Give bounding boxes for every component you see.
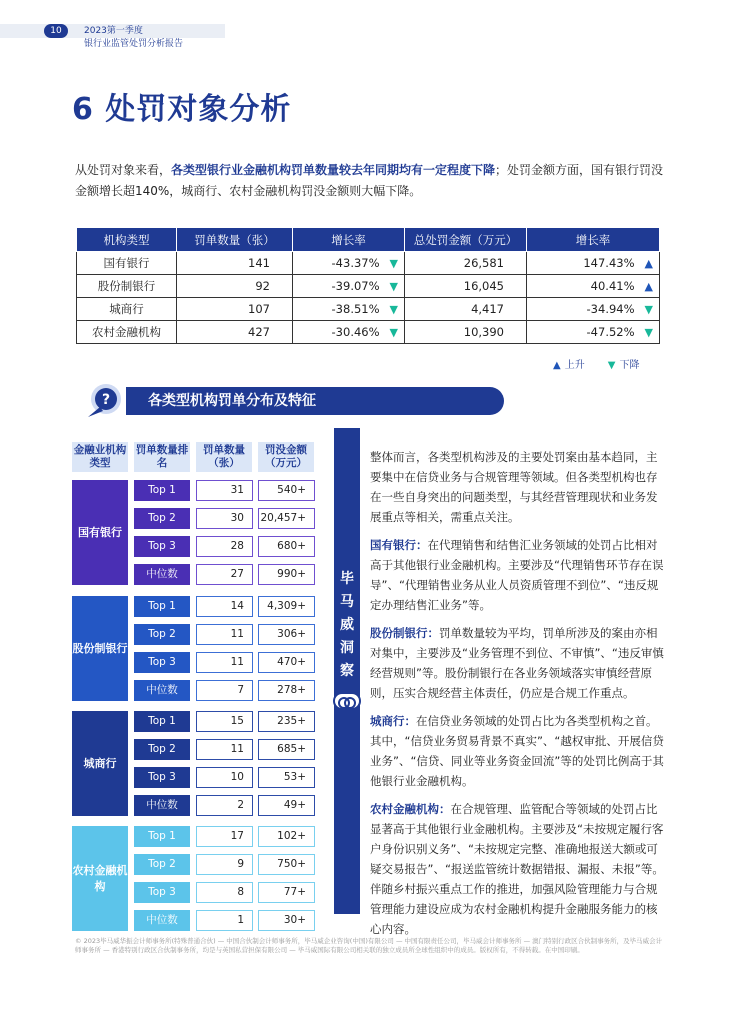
cell-amount: 10,390 (405, 321, 527, 344)
amount-cell: 990+ (258, 564, 315, 585)
count-cell: 11 (196, 624, 253, 645)
rank-cell: Top 1 (134, 826, 190, 847)
rank-cell: Top 3 (134, 767, 190, 788)
insight-key: 城商行： (370, 714, 416, 728)
count-rate-value: -38.51% (331, 302, 380, 316)
down-arrow-icon: ▼ (644, 326, 653, 339)
intro-text-2: ；处罚金额方面，国有银行罚没金额增长超140%，城商行、农村金融机构罚没金额则大幅下降。 (75, 163, 664, 198)
group-label: 农村金融机构 (72, 826, 128, 931)
down-arrow-icon: ▼ (607, 360, 616, 371)
cell-type: 城商行 (77, 298, 177, 321)
cell-amount-rate (527, 298, 660, 321)
insight-item (370, 799, 668, 939)
trend-legend (553, 356, 643, 371)
amount-cell: 53+ (258, 767, 315, 788)
count-cell: 9 (196, 854, 253, 875)
rank-cell: 中位数 (134, 910, 190, 931)
page-number: 10 (44, 24, 68, 38)
count-rate-value: -43.37% (331, 256, 380, 270)
group-label: 城商行 (72, 711, 128, 816)
amount-rate-value: 40.41% (590, 279, 635, 293)
cell-count-rate (293, 298, 405, 321)
rank-cell: Top 2 (134, 854, 190, 875)
cell-count-rate (293, 275, 405, 298)
glasses-icon (333, 692, 361, 710)
down-arrow-icon: ▼ (389, 303, 398, 316)
insights-panel (370, 447, 668, 947)
count-cell: 30 (196, 508, 253, 529)
insight-label-char: 毕 (340, 571, 354, 587)
cell-count: 92 (177, 275, 293, 298)
group-label: 国有银行 (72, 480, 128, 585)
amount-cell: 77+ (258, 882, 315, 903)
header-type: 机构类型 (77, 228, 177, 252)
count-cell: 27 (196, 564, 253, 585)
count-rate-value: -30.46% (331, 325, 380, 339)
cell-amount-rate (527, 275, 660, 298)
intro-emphasis: 各类型银行业金融机构罚单数量较去年同期均有一定程度下降 (171, 163, 496, 177)
amount-rate-value: -34.94% (586, 302, 635, 316)
summary-table (76, 227, 660, 344)
rank-cell: Top 1 (134, 711, 190, 732)
count-cell: 17 (196, 826, 253, 847)
count-cell: 31 (196, 480, 253, 501)
legend-down: 下降 (619, 360, 640, 371)
insight-overview: 整体而言，各类型机构涉及的主要处罚案由基本趋同，主要集中在信贷业务与合规管理等领域。但各类型机构也存在一些自身突出的问题类型，与其经营管理现状和业务发展重点等相关，需重点关注。 (370, 450, 658, 524)
header-amount: 总处罚金额（万元） (405, 228, 527, 252)
amount-rate-value: 147.43% (583, 256, 635, 270)
count-rate-value: -39.07% (331, 279, 380, 293)
svg-text:?: ? (101, 392, 111, 408)
cell-count-rate (293, 321, 405, 344)
insight-text: 罚单数量较为平均，罚单所涉及的案由亦相对集中，主要涉及“业务管理不到位、不审慎”、“违反审慎经营规则”等。股份制银行在各业务领域落实审慎经营原则，压实合规经营主体责任，仍应是合规工作重点。 (370, 626, 664, 700)
count-cell: 28 (196, 536, 253, 557)
down-arrow-icon: ▼ (389, 326, 398, 339)
count-cell: 2 (196, 795, 253, 816)
insight-label-char: 察 (340, 663, 354, 679)
amount-cell: 540+ (258, 480, 315, 501)
insight-item (370, 623, 668, 703)
report-header (84, 25, 183, 51)
rank-cell: Top 1 (134, 596, 190, 617)
insight-key: 农村金融机构： (370, 802, 451, 816)
cell-amount: 16,045 (405, 275, 527, 298)
rank-cell: Top 3 (134, 882, 190, 903)
amount-cell: 102+ (258, 826, 315, 847)
insight-label (334, 568, 360, 683)
rank-cell: Top 3 (134, 652, 190, 673)
copyright-footer: © 2023毕马威华振会计师事务所(特殊普通合伙) — 中国合伙制会计师事务所，毕马威企业咨询(中国)有限公司 — 中国有限责任公司，毕马威会计师事务所 — 澳门特别行政区合伙制事务所，及毕马威会计师事务所 — 香港特别行政区合伙制事务所，均是与英国私营担保有限公司 — 毕马威国际有限公司相关联的独立成员所全球性组织中的成员。版权所有，不得转载。在中国印刷。 (75, 937, 663, 954)
up-arrow-icon: ▲ (553, 360, 561, 371)
rank-cell: Top 2 (134, 624, 190, 645)
header-count: 罚单数量（张） (177, 228, 293, 252)
count-cell: 11 (196, 652, 253, 673)
count-cell: 7 (196, 680, 253, 701)
amount-cell: 235+ (258, 711, 315, 732)
header-amount-rate: 增长率 (527, 228, 660, 252)
summary-row (77, 252, 660, 275)
amount-cell: 680+ (258, 536, 315, 557)
cell-amount-rate (527, 252, 660, 275)
rank-cell: Top 3 (134, 536, 190, 557)
grid-column-header: 金融业机构类型 (72, 442, 128, 472)
grid-column-header: 罚没金额（万元） (258, 442, 314, 472)
amount-cell: 4,309+ (258, 596, 315, 617)
cell-count: 141 (177, 252, 293, 275)
intro-paragraph (75, 160, 665, 202)
page-title: 6 处罚对象分析 (72, 92, 292, 127)
cell-amount: 26,581 (405, 252, 527, 275)
insight-item (370, 711, 668, 791)
amount-cell: 49+ (258, 795, 315, 816)
summary-row (77, 298, 660, 321)
summary-header-row (77, 228, 660, 252)
insight-key: 股份制银行： (370, 626, 439, 640)
rank-cell: 中位数 (134, 564, 190, 585)
amount-cell: 20,457+ (258, 508, 315, 529)
intro-text-1: 从处罚对象来看， (75, 163, 172, 177)
cell-count-rate (293, 252, 405, 275)
rank-cell: 中位数 (134, 795, 190, 816)
count-cell: 10 (196, 767, 253, 788)
legend-up: 上升 (564, 360, 585, 371)
report-period: 2023第一季度 (84, 26, 143, 36)
cell-type: 农村金融机构 (77, 321, 177, 344)
insight-label-char: 威 (340, 617, 354, 633)
rank-cell: 中位数 (134, 680, 190, 701)
amount-cell: 30+ (258, 910, 315, 931)
count-cell: 8 (196, 882, 253, 903)
grid-column-header: 罚单数量（张） (196, 442, 252, 472)
insight-text: 在合规管理、监管配合等领域的处罚占比显著高于其他银行业金融机构。主要涉及“未按规定履行客户身份识别义务”、“未按规定完整、准确地报送大额或可疑交易报告”、“报送监管统计数据错报、漏报、未报”等。伴随乡村振兴重点工作的推进，加强风险管理能力与合规管理能力建设应成为农村金融机构提升金融服务能力的核心内容。 (370, 802, 664, 936)
count-cell: 14 (196, 596, 253, 617)
cell-count: 107 (177, 298, 293, 321)
insight-label-char: 马 (340, 594, 354, 610)
insight-label-char: 洞 (340, 640, 354, 656)
insight-item (370, 535, 668, 615)
count-cell: 15 (196, 711, 253, 732)
group-label: 股份制银行 (72, 596, 128, 701)
rank-cell: Top 2 (134, 739, 190, 760)
down-arrow-icon: ▼ (644, 303, 653, 316)
insight-text: 在代理销售和结售汇业务领域的处罚占比相对高于其他银行业金融机构。主要涉及“代理销售环节存在误导”、“代理销售业务从业人员资质管理不到位”、“违反规定办理结售汇业务”等。 (370, 538, 664, 612)
rank-cell: Top 2 (134, 508, 190, 529)
cell-amount-rate (527, 321, 660, 344)
cell-type: 股份制银行 (77, 275, 177, 298)
rank-cell: Top 1 (134, 480, 190, 501)
count-cell: 11 (196, 739, 253, 760)
insight-key: 国有银行： (370, 538, 428, 552)
summary-row (77, 275, 660, 298)
amount-cell: 470+ (258, 652, 315, 673)
cell-type: 国有银行 (77, 252, 177, 275)
report-name: 银行业监管处罚分析报告 (84, 39, 184, 49)
section-title: 各类型机构罚单分布及特征 (126, 387, 504, 415)
amount-cell: 278+ (258, 680, 315, 701)
amount-cell: 685+ (258, 739, 315, 760)
question-pin-icon (86, 383, 122, 419)
up-arrow-icon: ▲ (644, 257, 653, 270)
up-arrow-icon: ▲ (644, 280, 653, 293)
count-cell: 1 (196, 910, 253, 931)
down-arrow-icon: ▼ (389, 257, 398, 270)
summary-row (77, 321, 660, 344)
grid-column-header: 罚单数量排名 (134, 442, 190, 472)
amount-cell: 750+ (258, 854, 315, 875)
amount-rate-value: -47.52% (586, 325, 635, 339)
cell-count: 427 (177, 321, 293, 344)
header-count-rate: 增长率 (293, 228, 405, 252)
insight-text: 在信贷业务领域的处罚占比为各类型机构之首。其中，“信贷业务贸易背景不真实”、“越权审批、开展信贷业务”、“信贷、同业等业务资金回流”等的处罚比例高于其他银行业金融机构。 (370, 714, 664, 788)
amount-cell: 306+ (258, 624, 315, 645)
cell-amount: 4,417 (405, 298, 527, 321)
down-arrow-icon: ▼ (389, 280, 398, 293)
